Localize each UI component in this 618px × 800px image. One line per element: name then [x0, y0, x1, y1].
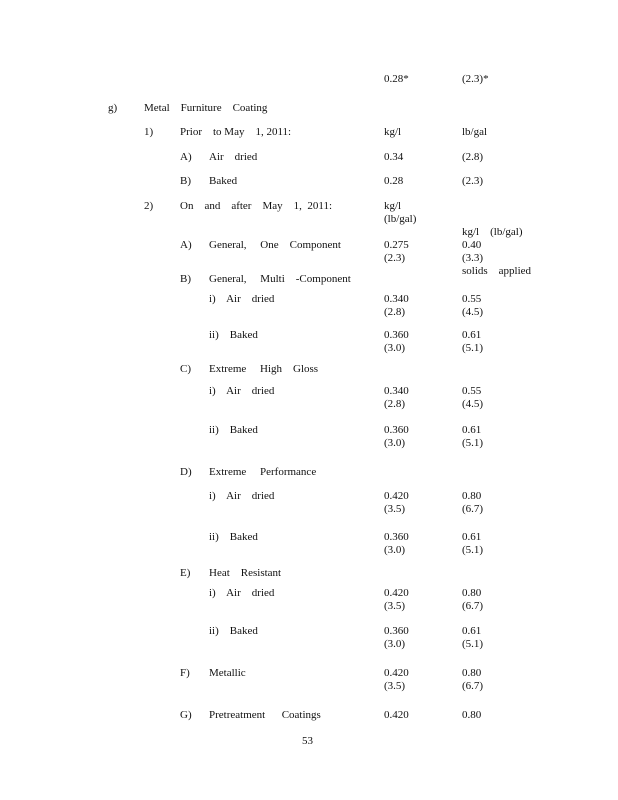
item-2F-lbgal: (3.5): [384, 680, 406, 692]
item-2D-ii-lbgal: (3.0): [384, 544, 406, 556]
item-2B-i-solids-kg: 0.55: [462, 293, 482, 305]
item-2E-i-kg: 0.420: [384, 587, 409, 599]
top-row-lb-value: (2.3)*: [462, 73, 489, 85]
item-2-number: 2): [144, 200, 154, 212]
item-2B-i-solids-lb: (4.5): [462, 306, 484, 318]
item-2E-ii-kg: 0.360: [384, 625, 409, 637]
item-2C-letter: C): [180, 363, 191, 375]
item-2C-ii-lbgal: (3.0): [384, 437, 406, 449]
item-2C-i-solids-lb: (4.5): [462, 398, 484, 410]
item-2D-i-kg-value: [384, 490, 409, 516]
item-2B-ii-lbgal: (3.0): [384, 342, 406, 354]
item-1B-lb-value: (2.3): [462, 175, 484, 187]
item-1-unit-kg: kg/l: [384, 126, 402, 138]
item-1A-kg-value: 0.34: [384, 151, 404, 163]
top-row-kg-value: 0.28*: [384, 73, 409, 85]
item-1-unit-lb: lb/gal: [462, 126, 488, 138]
item-2A-solids-value: [462, 239, 483, 265]
section-g-letter: g): [108, 102, 118, 114]
item-2G-solids-value: 0.80: [462, 709, 482, 721]
item-2D-ii-solids-value: [462, 531, 483, 557]
item-2E-i-kg-value: [384, 587, 409, 613]
item-1A-label: Air dried: [209, 151, 258, 163]
item-2F-solids-kg: 0.80: [462, 667, 482, 679]
item-1A-lb-value: (2.8): [462, 151, 484, 163]
item-1B-letter: B): [180, 175, 191, 187]
item-2D-ii-solids-kg: 0.61: [462, 531, 482, 543]
item-2A-lbgal: (2.3): [384, 252, 406, 264]
item-2D-ii-solids-lb: (5.1): [462, 544, 484, 556]
item-2E-i-lbgal: (3.5): [384, 600, 406, 612]
item-2C-ii-solids-kg: 0.61: [462, 424, 482, 436]
item-2C-i-solids-kg: 0.55: [462, 385, 482, 397]
item-2E-i-solids-value: [462, 587, 483, 613]
item-2E-i-solids-kg: 0.80: [462, 587, 482, 599]
item-2D-letter: D): [180, 466, 192, 478]
item-2C-i-label: i) Air dried: [209, 385, 275, 397]
item-2A-letter: A): [180, 239, 192, 251]
item-2B-i-kg: 0.340: [384, 293, 409, 305]
item-2C-i-kg-value: [384, 385, 409, 411]
item-1B-kg-value: 0.28: [384, 175, 404, 187]
item-2F-kg-value: [384, 667, 409, 693]
item-2B-ii-solids-value: [462, 329, 483, 355]
item-2G-label: Pretreatment Coatings: [209, 709, 321, 721]
item-2A-solids-lb: (3.3): [462, 252, 484, 264]
item-2D-i-solids-kg: 0.80: [462, 490, 482, 502]
item-2D-i-solids-lb: (6.7): [462, 503, 484, 515]
item-2A-label: General, One Component: [209, 239, 341, 251]
item-1B-label: Baked: [209, 175, 238, 187]
item-2C-ii-solids-value: [462, 424, 483, 450]
item-1-number: 1): [144, 126, 154, 138]
item-2E-ii-kg-value: [384, 625, 409, 651]
item-2E-i-solids-lb: (6.7): [462, 600, 484, 612]
item-2E-ii-solids-lb: (5.1): [462, 638, 484, 650]
item-2F-letter: F): [180, 667, 190, 679]
item-2E-ii-lbgal: (3.0): [384, 638, 406, 650]
item-2D-ii-kg-value: [384, 531, 409, 557]
item-2C-label: Extreme High Gloss: [209, 363, 319, 375]
item-2E-ii-solids-kg: 0.61: [462, 625, 482, 637]
item-2E-ii-label: ii) Baked: [209, 625, 258, 637]
item-2B-label: General, Multi -Component: [209, 273, 351, 285]
item-2F-solids-lb: (6.7): [462, 680, 484, 692]
item-2D-i-solids-value: [462, 490, 483, 516]
item-1-label: Prior to May 1, 2011:: [180, 126, 292, 138]
item-2B-ii-label: ii) Baked: [209, 329, 258, 341]
item-2B-i-label: i) Air dried: [209, 293, 275, 305]
item-2B-i-kg-value: [384, 293, 409, 319]
item-2G-kg-value: 0.420: [384, 709, 409, 721]
item-2E-i-label: i) Air dried: [209, 587, 275, 599]
item-2-unit-solids-line2: solids applied: [462, 265, 532, 277]
item-2C-ii-label: ii) Baked: [209, 424, 258, 436]
item-2F-kg: 0.420: [384, 667, 409, 679]
item-2D-i-lbgal: (3.5): [384, 503, 406, 515]
item-2-label: On and after May 1, 2011:: [180, 200, 333, 212]
item-2D-i-kg: 0.420: [384, 490, 409, 502]
item-2B-ii-solids-kg: 0.61: [462, 329, 482, 341]
item-2B-i-solids-value: [462, 293, 483, 319]
item-2C-ii-kg-value: [384, 424, 409, 450]
page-number: 53: [302, 735, 313, 747]
section-g-title: Metal Furniture Coating: [144, 102, 268, 114]
item-2D-label: Extreme Performance: [209, 466, 317, 478]
item-2C-i-lbgal: (2.8): [384, 398, 406, 410]
item-2F-label: Metallic: [209, 667, 246, 679]
item-2E-letter: E): [180, 567, 191, 579]
item-2C-ii-kg: 0.360: [384, 424, 409, 436]
item-2A-kg: 0.275: [384, 239, 409, 251]
item-2C-ii-solids-lb: (5.1): [462, 437, 484, 449]
item-2-unit-kg-line1: kg/l: [384, 200, 402, 212]
item-2E-ii-solids-value: [462, 625, 483, 651]
item-2A-solids-kg: 0.40: [462, 239, 482, 251]
item-2C-i-solids-value: [462, 385, 483, 411]
item-2-unit-kg: [384, 200, 416, 226]
item-2B-letter: B): [180, 273, 191, 285]
item-2A-kg-value: [384, 239, 409, 265]
item-2E-label: Heat Resistant: [209, 567, 282, 579]
item-2G-letter: G): [180, 709, 192, 721]
item-2D-ii-kg: 0.360: [384, 531, 409, 543]
item-2-unit-kg-line2: (lb/gal): [384, 213, 417, 225]
item-2B-ii-kg: 0.360: [384, 329, 409, 341]
item-2F-solids-value: [462, 667, 483, 693]
item-2-unit-solids-line1: kg/l (lb/gal): [462, 226, 523, 238]
item-2B-ii-kg-value: [384, 329, 409, 355]
item-2B-i-lbgal: (2.8): [384, 306, 406, 318]
item-2B-ii-solids-lb: (5.1): [462, 342, 484, 354]
item-2C-i-kg: 0.340: [384, 385, 409, 397]
item-1A-letter: A): [180, 151, 192, 163]
item-2D-ii-label: ii) Baked: [209, 531, 258, 543]
item-2D-i-label: i) Air dried: [209, 490, 275, 502]
